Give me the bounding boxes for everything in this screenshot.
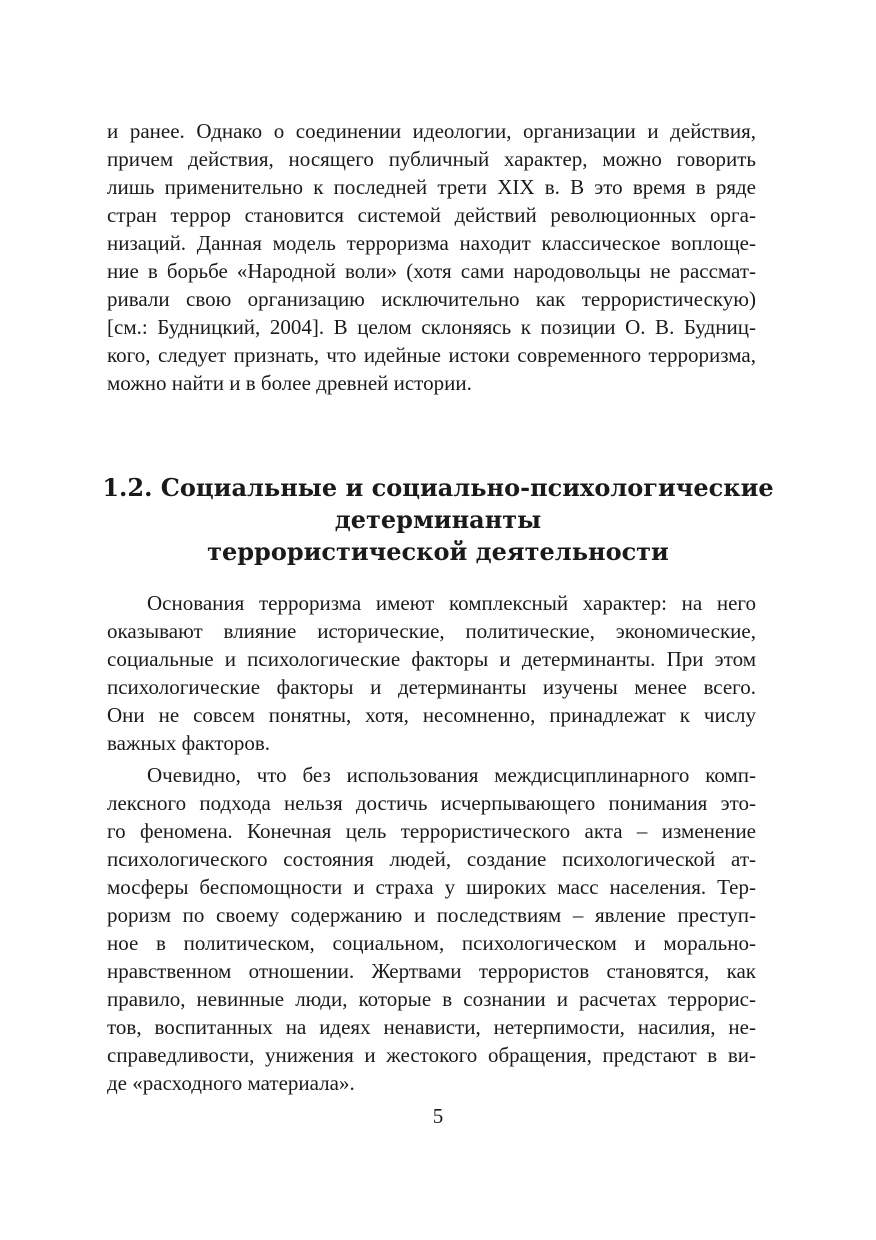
text-line: ние в борьбе «Народной воли» (хотя сами народовольцы не рассмат- — [107, 259, 756, 283]
text-line: тов, воспитанных на идеях ненависти, нетерпимости, насилия, не- — [107, 1015, 756, 1039]
heading-line: детерминанты — [334, 505, 542, 534]
text-line: психологического состояния людей, создание психологической ат- — [107, 847, 756, 871]
text-line: Они не совсем понятны, хотя, несомненно, принадлежат к числу — [107, 703, 756, 727]
text-line: справедливости, унижения и жестокого обращения, предстают в ви- — [107, 1043, 756, 1067]
text-line: важных факторов. — [107, 731, 270, 755]
text-line: де «расходного материала». — [107, 1071, 355, 1095]
text-line: оказывают влияние исторические, политические, экономические, — [107, 619, 756, 643]
text-line: и ранее. Однако о соединении идеологии, организации и действия, — [107, 119, 756, 143]
text-line: Основания терроризма имеют комплексный характер: на него — [147, 591, 756, 615]
heading-line: 1.2. Социальные и социально-психологические — [102, 473, 774, 502]
text-line: го феномена. Конечная цель террористического акта – изменение — [107, 819, 756, 843]
text-line: мосферы беспомощности и страха у широких масс населения. Тер- — [107, 875, 756, 899]
text-line: роризм по своему содержанию и последствиям – явление преступ- — [107, 903, 756, 927]
page-number: 5 — [432, 1104, 444, 1128]
text-line: ривали свою организацию исключительно как террористическую) — [107, 287, 756, 311]
text-line: стран террор становится системой действий революционных орга- — [107, 203, 756, 227]
text-line: нравственном отношении. Жертвами террористов становятся, как — [107, 959, 756, 983]
text-line: психологические факторы и детерминанты изучены менее всего. — [107, 675, 756, 699]
text-line: социальные и психологические факторы и детерминанты. При этом — [107, 647, 756, 671]
text-line: причем действия, носящего публичный характер, можно говорить — [107, 147, 756, 171]
text-line: [см.: Будницкий, 2004]. В целом склоняясь к позиции О. В. Будниц- — [107, 315, 756, 339]
text-line: лексного подхода нельзя достичь исчерпывающего понимания это- — [107, 791, 756, 815]
text-line: кого, следует признать, что идейные истоки современного терроризма, можно найти и в более древней истории. — [107, 343, 756, 395]
text-line: низаций. Данная модель терроризма находит классическое воплоще- — [107, 231, 756, 255]
text-line: ное в политическом, социальном, психологическом и морально- — [107, 931, 756, 955]
heading-line: террористической деятельности — [207, 537, 669, 566]
text-line: Очевидно, что без использования междисциплинарного комп- — [147, 763, 756, 787]
text-line: правило, невинные люди, которые в сознании и расчетах террорис- — [107, 987, 756, 1011]
text-line: лишь применительно к последней трети XIX в. В это время в ряде — [107, 175, 756, 199]
